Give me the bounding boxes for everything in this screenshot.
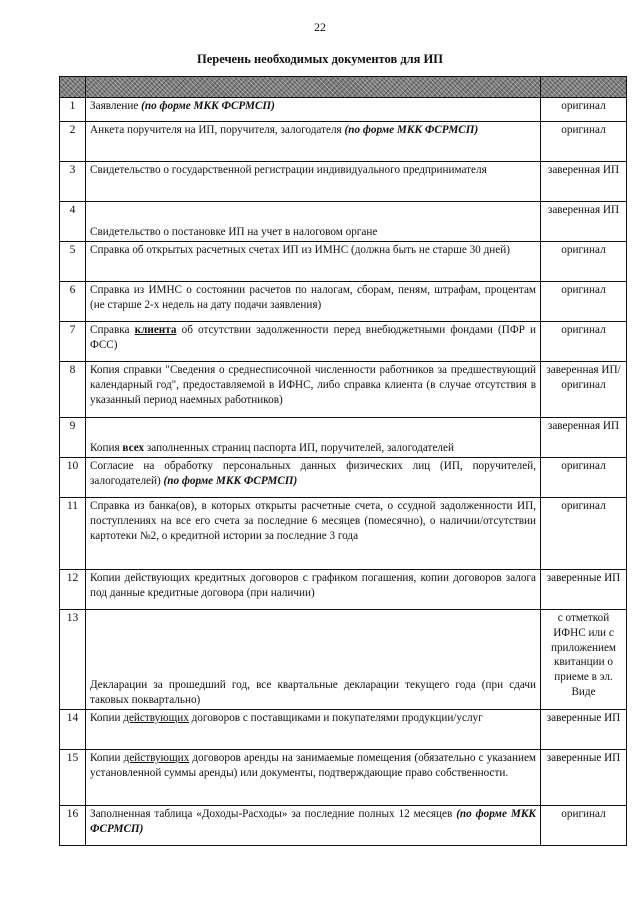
row-description: Копии действующих договоров аренды на занимаемые помещения (обязательно с указанием установленной суммы аренды) или документы, подтверждающие право собственности. bbox=[86, 750, 541, 806]
table-row bbox=[60, 498, 627, 570]
row-number: 16 bbox=[60, 806, 86, 846]
row-description: Свидетельство о государственной регистрации индивидуального предпринимателя bbox=[86, 162, 541, 202]
row-description: Анкета поручителя на ИП, поручителя, залогодателя (по форме МКК ФСРМСП) bbox=[86, 122, 541, 162]
table-row bbox=[60, 202, 627, 242]
row-status: оригинал bbox=[541, 498, 627, 570]
row-description: Согласие на обработку персональных данных физических лиц (ИП, поручителей, залогодателей) (по форме МКК ФСРМСП) bbox=[86, 458, 541, 498]
row-number: 9 bbox=[60, 418, 86, 458]
row-number: 2 bbox=[60, 122, 86, 162]
table-row bbox=[60, 322, 627, 362]
table-row bbox=[60, 98, 627, 122]
table-row bbox=[60, 418, 627, 458]
table-row bbox=[60, 458, 627, 498]
row-status: оригинал bbox=[541, 242, 627, 282]
row-number: 3 bbox=[60, 162, 86, 202]
row-status: оригинал bbox=[541, 806, 627, 846]
row-description: Копия справки "Сведения о среднесписочной численности работников за предшествующий календарный год", предоставляемой в ИФНС, либо справка клиента (в случае отсутствия в указанный период наемных работников) bbox=[86, 362, 541, 418]
table-row bbox=[60, 750, 627, 806]
row-number: 13 bbox=[60, 610, 86, 710]
row-description: Копии действующих договоров с поставщиками и покупателями продукции/услуг bbox=[86, 710, 541, 750]
row-status: заверенная ИП bbox=[541, 202, 627, 242]
documents-table bbox=[59, 76, 627, 846]
row-description: Справка об открытых расчетных счетах ИП из ИМНС (должна быть не старше 30 дней) bbox=[86, 242, 541, 282]
row-status: с отметкой ИФНС или с приложением квитанции о приеме в эл. Виде bbox=[541, 610, 627, 710]
table-row bbox=[60, 122, 627, 162]
row-description: Справка из банка(ов), в которых открыты расчетные счета, о ссудной задолженности ИП, поступлениях на все его счета за последние 6 месяцев (помесячно), о наличии/отсутствии картотеки №2, о кредитной истории за последние 3 года bbox=[86, 498, 541, 570]
table-row bbox=[60, 282, 627, 322]
row-description: Копии действующих кредитных договоров с графиком погашения, копии договоров залога под данные кредитные договора (при наличии) bbox=[86, 570, 541, 610]
row-number: 6 bbox=[60, 282, 86, 322]
row-number: 15 bbox=[60, 750, 86, 806]
row-status: оригинал bbox=[541, 458, 627, 498]
document-title: Перечень необходимых документов для ИП bbox=[196, 52, 443, 66]
row-description: Декларации за прошедший год, все квартальные декларации текущего года (при сдачи таковых поквартально) bbox=[86, 610, 541, 710]
row-number: 14 bbox=[60, 710, 86, 750]
row-number: 5 bbox=[60, 242, 86, 282]
table-row bbox=[60, 610, 627, 710]
row-description: Справка из ИМНС о состоянии расчетов по налогам, сборам, пеням, штрафам, процентам (не старше 2-х недель на дату подачи заявления) bbox=[86, 282, 541, 322]
row-number: 7 bbox=[60, 322, 86, 362]
row-number: 11 bbox=[60, 498, 86, 570]
row-number: 10 bbox=[60, 458, 86, 498]
row-status: заверенная ИП/ оригинал bbox=[541, 362, 627, 418]
row-description: Копия всех заполненных страниц паспорта ИП, поручителей, залогодателей bbox=[86, 418, 541, 458]
row-description: Свидетельство о постановке ИП на учет в налоговом органе bbox=[86, 202, 541, 242]
row-status: оригинал bbox=[541, 282, 627, 322]
table-row bbox=[60, 710, 627, 750]
table-row bbox=[60, 570, 627, 610]
row-status: оригинал bbox=[541, 98, 627, 122]
table-row bbox=[60, 362, 627, 418]
row-number: 4 bbox=[60, 202, 86, 242]
row-status: оригинал bbox=[541, 322, 627, 362]
table-row bbox=[60, 162, 627, 202]
table-header-shaded bbox=[60, 77, 627, 98]
row-status: оригинал bbox=[541, 122, 627, 162]
row-status: заверенная ИП bbox=[541, 162, 627, 202]
page-number: 22 bbox=[314, 20, 326, 34]
row-status: заверенные ИП bbox=[541, 750, 627, 806]
table-row bbox=[60, 242, 627, 282]
row-description: Справка клиента об отсутствии задолженности перед внебюджетными фондами (ПФР и ФСС) bbox=[86, 322, 541, 362]
table-row bbox=[60, 806, 627, 846]
row-status: заверенная ИП bbox=[541, 418, 627, 458]
row-status: заверенные ИП bbox=[541, 710, 627, 750]
row-description: Заполненная таблица «Доходы-Расходы» за последние полных 12 месяцев (по форме МКК ФСРМСП) bbox=[86, 806, 541, 846]
row-number: 8 bbox=[60, 362, 86, 418]
row-number: 12 bbox=[60, 570, 86, 610]
row-number: 1 bbox=[60, 98, 86, 122]
row-description: Заявление (по форме МКК ФСРМСП) bbox=[86, 98, 541, 122]
row-status: заверенные ИП bbox=[541, 570, 627, 610]
